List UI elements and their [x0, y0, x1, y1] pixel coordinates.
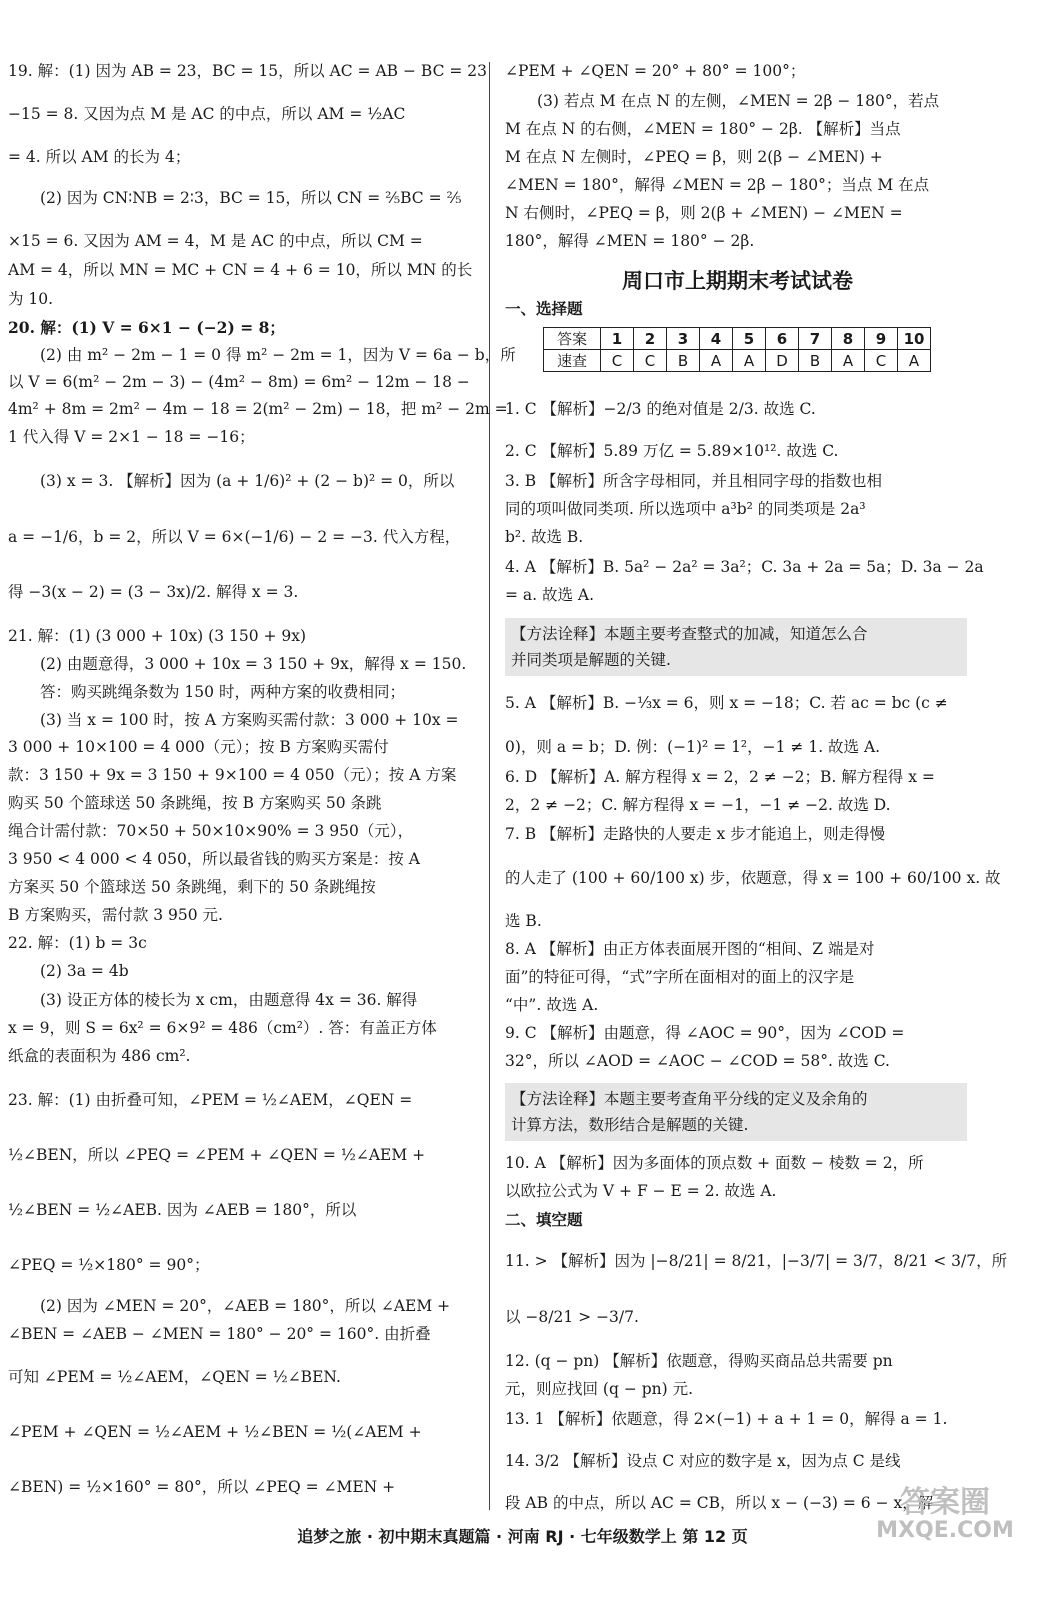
text-line: “中”. 故选 A. — [505, 996, 599, 1014]
text-line: = a. 故选 A. — [505, 586, 595, 604]
text-line: 3 000 + 10×100 = 4 000（元）；按 B 方案购买需付 — [8, 738, 389, 756]
text-line: (2) 由题意得，3 000 + 10x = 3 150 + 9x，解得 x = 150. — [40, 655, 467, 673]
text-line: ∠BEN = ∠AEB − ∠MEN = 180° − 20° = 160°. 由折叠 — [8, 1325, 431, 1343]
text-line: 元，则应找回 (q − pn) 元. — [505, 1380, 694, 1398]
method-note-box — [505, 1083, 967, 1141]
question-number: 5 — [733, 328, 766, 350]
text-line: (2) 3a = 4b — [40, 962, 129, 980]
text-line: 8. A 【解析】由正方体表面展开图的“相间、Z 端是对 — [505, 940, 875, 958]
text-line: 得 −3(x − 2) = (3 − 3x)/2. 解得 x = 3. — [8, 583, 299, 601]
text-line: 32°，所以 ∠AOD = ∠AOC − ∠COD = 58°. 故选 C. — [505, 1052, 890, 1070]
watermark-logo — [870, 1485, 1020, 1548]
question-number: 2 — [634, 328, 667, 350]
text-line: (3) x = 3. 【解析】因为 (a + 1/6)² + (2 − b)² = 0，所以 — [40, 472, 455, 490]
text-line: 13. 1 【解析】依题意，得 2×(−1) + a + 1 = 0，解得 a = 1. — [505, 1410, 948, 1428]
text-line: = 4. 所以 AM 的长为 4； — [8, 148, 191, 166]
text-line: 23. 解：(1) 由折叠可知，∠PEM = ½∠AEM，∠QEN = — [8, 1091, 413, 1109]
text-line: 段 AB 的中点，所以 AC = CB，所以 x − (−3) = 6 − x，解 — [505, 1494, 934, 1512]
text-line: 19. 解：(1) 因为 AB = 23，BC = 15，所以 AC = AB − BC = 23 — [8, 62, 487, 80]
method-note-line: 计算方法，数形结合是解题的关键. — [511, 1116, 749, 1134]
answer-cell: B — [799, 350, 832, 372]
answer-cell: C — [865, 350, 898, 372]
watermark-text: 答案圈 — [900, 1485, 990, 1520]
question-number: 7 — [799, 328, 832, 350]
text-line: 5. A 【解析】B. −⅓x = 6，则 x = −18；C. 若 ac = bc (c ≠ — [505, 694, 948, 712]
section-heading: 二、填空题 — [505, 1211, 583, 1229]
section-heading: 一、选择题 — [505, 300, 583, 318]
text-line: 180°，解得 ∠MEN = 180° − 2β. — [505, 232, 755, 250]
method-note-box — [505, 618, 967, 676]
text-line: 可知 ∠PEM = ½∠AEM，∠QEN = ½∠BEN. — [8, 1368, 341, 1386]
text-line: 为 10. — [8, 290, 54, 308]
text-line: 款：3 150 + 9x = 3 150 + 9×100 = 4 050（元）；按 A 方案 — [8, 766, 457, 784]
text-line: 9. C 【解析】由题意，得 ∠AOC = 90°，因为 ∠COD = — [505, 1024, 905, 1042]
question-number: 1 — [601, 328, 634, 350]
text-line: 7. B 【解析】走路快的人要走 x 步才能追上，则走得慢 — [505, 825, 886, 843]
answer-cell: D — [766, 350, 799, 372]
text-line: 绳合计需付款：70×50 + 50×10×90% = 3 950（元）， — [8, 822, 414, 840]
question-number: 4 — [700, 328, 733, 350]
question-number: 3 — [667, 328, 700, 350]
answer-table-header: 速查 — [544, 350, 601, 372]
method-note-line: 【方法诠释】本题主要考查整式的加减，知道怎么合 — [511, 625, 868, 643]
text-line: (2) 因为 CN∶NB = 2∶3，BC = 15，所以 CN = ⅖BC = ⅖ — [40, 189, 462, 207]
text-line: 20. 解：(1) V = 6×1 − (−2) = 8； — [8, 318, 285, 337]
text-line: 选 B. — [505, 912, 542, 930]
text-line: (3) 设正方体的棱长为 x cm，由题意得 4x = 36. 解得 — [40, 991, 418, 1009]
question-number: 9 — [865, 328, 898, 350]
text-line: 11. > 【解析】因为 |−8/21| = 8/21，|−3/7| = 3/7，8/21 < 3/7，所 — [505, 1252, 1008, 1270]
text-line: x = 9，则 S = 6x² = 6×9² = 486（cm²）. 答：有盖正方体 — [8, 1019, 437, 1037]
answer-cell: C — [634, 350, 667, 372]
text-line: a = −1/6，b = 2，所以 V = 6×(−1/6) − 2 = −3. 代入方程， — [8, 528, 461, 546]
text-line: ½∠BEN = ½∠AEB. 因为 ∠AEB = 180°，所以 — [8, 1201, 357, 1219]
exam-title: 周口市上期期末考试试卷 — [622, 269, 853, 293]
text-line: (2) 由 m² − 2m − 1 = 0 得 m² − 2m = 1，因为 V = 6a − b，所 — [40, 346, 516, 364]
text-line: 14. 3/2 【解析】设点 C 对应的数字是 x，因为点 C 是线 — [505, 1452, 901, 1470]
text-line: 以欧拉公式为 V + F − E = 2. 故选 A. — [505, 1182, 777, 1200]
answer-cell: A — [733, 350, 766, 372]
text-line: 0)，则 a = b；D. 例：(−1)² = 1²，−1 ≠ 1. 故选 A. — [505, 738, 881, 756]
method-note-line: 并同类项是解题的关键. — [511, 651, 671, 669]
answer-table-header: 答案 — [544, 328, 601, 350]
question-number: 6 — [766, 328, 799, 350]
text-line: (2) 因为 ∠MEN = 20°，∠AEB = 180°，所以 ∠AEM + — [40, 1297, 451, 1315]
text-line: 3. B 【解析】所含字母相同，并且相同字母的指数也相 — [505, 472, 883, 490]
question-number: 10 — [898, 328, 931, 350]
text-line: 12. (q − pn) 【解析】依题意，得购买商品总共需要 pn — [505, 1352, 893, 1370]
text-line: 21. 解：(1) (3 000 + 10x) (3 150 + 9x) — [8, 627, 307, 645]
text-line: 面”的特征可得，“式”字所在面相对的面上的汉字是 — [505, 968, 855, 986]
text-line: 的人走了 (100 + 60/100 x) 步，依题意，得 x = 100 + 60/100 x. 故 — [505, 869, 1001, 887]
text-line: 答：购买跳绳条数为 150 时，两种方案的收费相同； — [40, 683, 405, 701]
text-line: 1. C 【解析】−2/3 的绝对值是 2/3. 故选 C. — [505, 400, 816, 418]
text-line: 2. C 【解析】5.89 万亿 = 5.89×10¹². 故选 C. — [505, 442, 839, 460]
text-line: M 在点 N 左侧时，∠PEQ = β，则 2(β − ∠MEN) + — [505, 148, 883, 166]
method-note-line: 【方法诠释】本题主要考查角平分线的定义及余角的 — [511, 1090, 868, 1108]
text-line: ∠MEN = 180°，解得 ∠MEN = 2β − 180°；当点 M 在点 — [505, 176, 930, 194]
text-line: 10. A 【解析】因为多面体的顶点数 + 面数 − 棱数 = 2，所 — [505, 1154, 924, 1172]
text-line: ∠PEQ = ½×180° = 90°； — [8, 1256, 210, 1274]
page-footer: 追梦之旅 · 初中期末真题篇 · 河南 RJ · 七年级数学上 第 12 页 — [297, 1527, 748, 1546]
text-line: M 在点 N 的右侧，∠MEN = 180° − 2β. 【解析】当点 — [505, 120, 901, 138]
text-line: 1 代入得 V = 2×1 − 18 = −16； — [8, 428, 255, 446]
column-divider — [489, 62, 490, 1510]
text-line: 2，2 ≠ −2；C. 解方程得 x = −1，−1 ≠ −2. 故选 D. — [505, 796, 891, 814]
text-line: (3) 若点 M 在点 N 的左侧，∠MEN = 2β − 180°，若点 — [537, 92, 940, 110]
text-line: 6. D 【解析】A. 解方程得 x = 2，2 ≠ −2；B. 解方程得 x = — [505, 768, 935, 786]
text-line: AM = 4，所以 MN = MC + CN = 4 + 6 = 10，所以 MN 的长 — [8, 261, 473, 279]
text-line: 4. A 【解析】B. 5a² − 2a² = 3a²；C. 3a + 2a = 5a；D. 3a − 2a — [505, 558, 984, 576]
text-line: 购买 50 个篮球送 50 条跳绳，按 B 方案购买 50 条跳 — [8, 794, 382, 812]
text-line: (3) 当 x = 100 时，按 A 方案购买需付款：3 000 + 10x = — [40, 711, 459, 729]
text-line: ×15 = 6. 又因为 AM = 4，M 是 AC 的中点，所以 CM = — [8, 232, 423, 250]
text-line: ½∠BEN，所以 ∠PEQ = ∠PEM + ∠QEN = ½∠AEM + — [8, 1146, 426, 1164]
text-line: N 右侧时，∠PEQ = β，则 2(β + ∠MEN) − ∠MEN = — [505, 204, 903, 222]
text-line: ∠PEM + ∠QEN = 20° + 80° = 100°； — [505, 62, 806, 80]
text-line: ∠PEM + ∠QEN = ½∠AEM + ½∠BEN = ½(∠AEM + — [8, 1423, 422, 1441]
text-line: 3 950 < 4 000 < 4 050，所以最省钱的购买方案是：按 A — [8, 850, 420, 868]
text-line: 纸盒的表面积为 486 cm². — [8, 1047, 191, 1065]
text-line: −15 = 8. 又因为点 M 是 AC 的中点，所以 AM = ½AC — [8, 105, 406, 123]
answer-cell: A — [700, 350, 733, 372]
text-line: 以 V = 6(m² − 2m − 3) − (4m² − 8m) = 6m² − 12m − 18 − — [8, 373, 470, 391]
watermark-url: MXQE.COM — [876, 1518, 1014, 1543]
text-line: 22. 解：(1) b = 3c — [8, 934, 147, 952]
question-number: 8 — [832, 328, 865, 350]
text-line: 方案买 50 个篮球送 50 条跳绳，剩下的 50 条跳绳按 — [8, 878, 376, 896]
text-line: 4m² + 8m = 2m² − 4m − 18 = 2(m² − 2m) − 18，把 m² − 2m = — [8, 400, 508, 418]
text-line: 以 −8/21 > −3/7. — [505, 1308, 639, 1326]
answer-cell: A — [898, 350, 931, 372]
answer-cell: A — [832, 350, 865, 372]
text-line: b². 故选 B. — [505, 528, 584, 546]
text-line: 同的项叫做同类项. 所以选项中 a³b² 的同类项是 2a³ — [505, 500, 866, 518]
answer-cell: B — [667, 350, 700, 372]
text-line: ∠BEN) = ½×160° = 80°，所以 ∠PEQ = ∠MEN + — [8, 1478, 396, 1496]
answer-cell: C — [601, 350, 634, 372]
text-line: B 方案购买，需付款 3 950 元. — [8, 906, 223, 924]
answer-table — [543, 327, 931, 372]
